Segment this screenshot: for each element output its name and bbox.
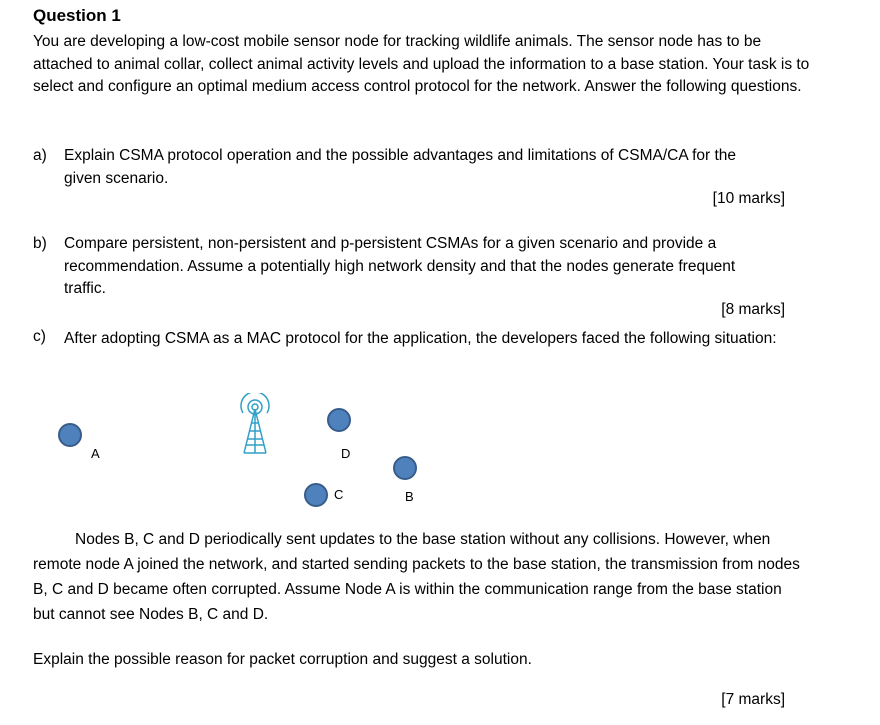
node-d-label: D xyxy=(341,446,351,461)
base-station-tower-icon xyxy=(238,393,272,457)
node-b xyxy=(393,456,417,480)
marks-b: [8 marks] xyxy=(721,301,785,318)
question-b xyxy=(33,233,793,301)
task-text: Explain the possible reason for packet corruption and suggest a solution. xyxy=(33,651,532,668)
question-text: Explain CSMA protocol operation and the possible advantages and limitations of CSMA/CA for the given scenario. xyxy=(64,147,737,187)
intro-paragraph: You are developing a low-cost mobile sensor node for tracking wildlife animals. The sensor node has to be attached to animal collar, collect animal activity levels and upload the information to a base station. Your task is to select and configure an optimal medium access control protocol for the network. Answer the following questions. xyxy=(33,33,810,95)
question-title: Question 1 xyxy=(33,6,121,25)
question-a xyxy=(33,145,793,190)
marks-a: [10 marks] xyxy=(712,190,785,207)
node-d xyxy=(327,408,351,432)
question-c xyxy=(33,326,793,351)
scenario-paragraph: Nodes B, C and D periodically sent updates to the base station without any collisions. However, when remote node A joined the network, and started sending packets to the base station, the transmission from nodes B, C and D became often corrupted. Assume Node A is within the communication range from the base station but cannot see Nodes B, C and D. xyxy=(33,531,800,623)
node-a xyxy=(58,423,82,447)
question-text: Compare persistent, non-persistent and p-persistent CSMAs for a given scenario and provide a recommendation. Assume a potentially high network density and that the nodes generate frequent traffic. xyxy=(64,235,736,297)
node-a-label: A xyxy=(91,446,100,461)
question-label: c) xyxy=(33,328,46,345)
question-label: a) xyxy=(33,147,47,164)
node-c xyxy=(304,483,328,507)
question-text: After adopting CSMA as a MAC protocol for the application, the developers faced the following situation: xyxy=(64,330,777,347)
question-label: b) xyxy=(33,235,47,252)
node-b-label: B xyxy=(405,489,414,504)
marks-c: [7 marks] xyxy=(721,691,785,708)
node-c-label: C xyxy=(334,487,344,502)
